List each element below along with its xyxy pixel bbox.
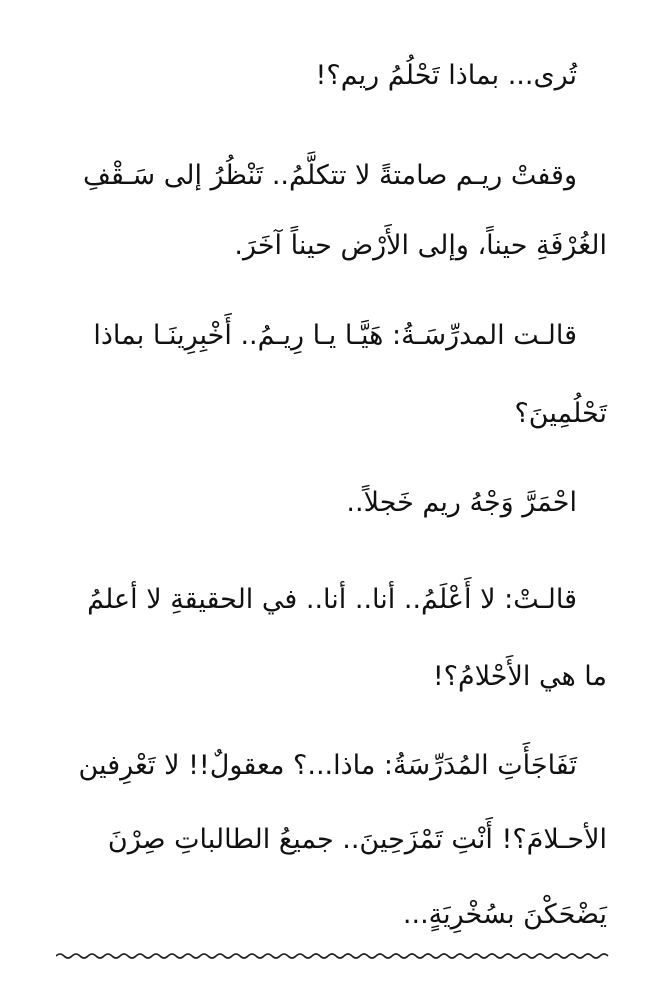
wavy-divider [56,950,610,962]
paragraph-3-line-1: قالـت المدرِّسَـةُ: هَيَّـا يـا رِيـمُ.. أَخْبِرِينَـا بماذا [93,320,577,351]
paragraph-5-line-1: قالـتْ: لا أَعْلَمُ.. أنا.. أنا.. في الحقيقةِ لا أعلمُ [87,584,577,615]
paragraph-6-line-1: تَفَاجَأَتِ المُدَرِّسَةُ: ماذا...؟ معقولٌ!! لا تَعْرِفين [78,750,577,781]
paragraph-5-line-2: ما هي الأَحْلامُ؟! [432,661,607,692]
paragraph-1-line-1: تُرى... بماذا تَحْلُمُ ريم؟! [315,60,577,91]
paragraph-3-line-2: تَحْلُمِينَ؟ [514,398,607,429]
paragraph-4-line-1: احْمَرَّ وَجْهُ ريم خَجلاً.. [346,487,577,518]
paragraph-2-line-1: وقفتْ ريـم صامتةً لا تتكلَّمُ.. تَنْظُرُ إلى سَـقْفِ [83,160,577,191]
paragraph-2-line-2: الغُرْفَةِ حيناً، وإلى الأَرْض حيناً آخَرَ. [234,230,607,261]
paragraph-6-line-2: الأحـلامَ؟! أَنْتِ تَمْزَحِينَ.. جميعُ الطالباتِ صِرْنَ [107,824,607,855]
paragraph-6-line-3: يَضْحَكْنَ بسُخْرِيَةٍ... [402,899,607,930]
